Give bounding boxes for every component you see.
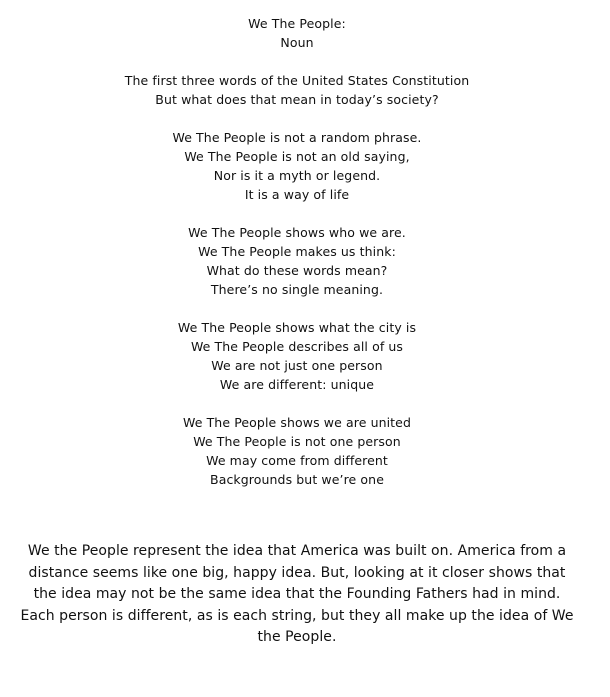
poem-line: Backgrounds but we’re one <box>210 472 384 487</box>
poem-stanza <box>0 128 594 204</box>
poem-line: We The People is not one person <box>193 434 401 449</box>
poem-line: We The People makes us think: <box>198 244 396 259</box>
prose-paragraph: We the People represent the idea that America was built on. America from a distance seems like one big, happy idea. But, looking at it closer shows that the idea may not be the same idea that the Founding Fathers had in mind. Each person is different, as is each string, but they all make up the idea of We the People. <box>20 543 574 646</box>
poem-stanza-title <box>0 14 594 52</box>
poem-line: The first three words of the United States Constitution <box>124 73 470 88</box>
poem-line: What do these words mean? <box>206 263 388 278</box>
poem-stanza-intro <box>0 71 594 109</box>
poem-line: We The People is not a random phrase. <box>172 130 422 145</box>
poem-line: We The People describes all of us <box>190 339 404 354</box>
poem-stanza <box>0 318 594 394</box>
poem-stanza <box>0 223 594 299</box>
poem-line: It is a way of life <box>244 187 350 202</box>
poem-line: We The People is not an old saying, <box>184 149 410 164</box>
poem-stanza <box>0 413 594 489</box>
poem-line: Noun <box>280 35 314 50</box>
poem-line: Nor is it a myth or legend. <box>213 168 381 183</box>
poem-line: But what does that mean in today’s society? <box>155 92 439 107</box>
poem-line: We may come from different <box>206 453 388 468</box>
poem-line: We The People shows what the city is <box>177 320 417 335</box>
poem-line: We are different: unique <box>219 377 375 392</box>
poem <box>0 14 594 508</box>
poem-line: There’s no single meaning. <box>210 282 384 297</box>
poem-line: We The People: <box>248 16 346 31</box>
poem-line: We The People shows who we are. <box>188 225 406 240</box>
poem-line: We are not just one person <box>211 358 383 373</box>
poem-line: We The People shows we are united <box>182 415 412 430</box>
